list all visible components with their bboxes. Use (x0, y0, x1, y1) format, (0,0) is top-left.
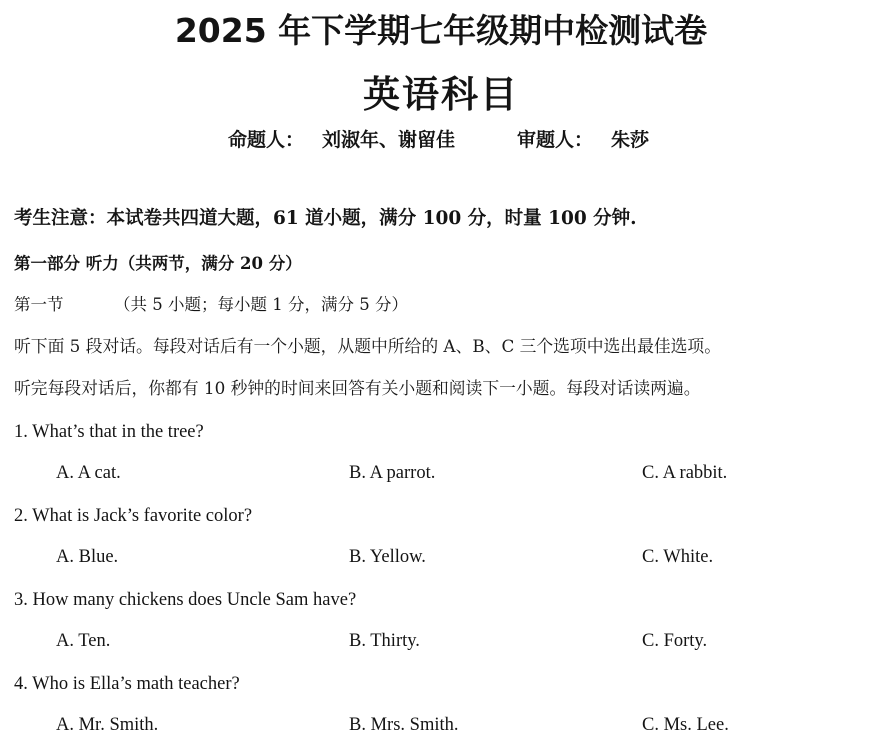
instruction-line: 听下面 5 段对话。每段对话后有一个小题，从题中所给的 A、B、C 三个选项中选出最佳选项。 (14, 336, 721, 356)
option-a: A. Blue. (56, 547, 119, 567)
question-stem: 1. What’s that in the tree? (14, 422, 204, 442)
question-stem: 4. Who is Ella’s math teacher? (14, 674, 240, 694)
setter-names: 刘淑年、谢留佳 (322, 129, 456, 151)
reviewer-name: 朱莎 (611, 129, 650, 151)
instruction-line: 听完每段对话后，你都有 10 秒钟的时间来回答有关小题和阅读下一小题。每段对话读两遍。 (14, 378, 701, 398)
question-stem: 3. How many chickens does Uncle Sam have? (14, 590, 357, 610)
option-b: B. Yellow. (349, 547, 426, 567)
option-a: A. Mr. Smith. (56, 715, 159, 735)
option-b: B. Thirty. (349, 631, 420, 651)
section-heading (14, 290, 408, 320)
authors-line (228, 124, 649, 156)
exam-notice: 考生注意：本试卷共四道大题，61 道小题，满分 100 分，时量 100 分钟. (14, 208, 637, 229)
option-a: A. A cat. (56, 463, 121, 483)
reviewer-label: 审题人： (517, 129, 594, 151)
subject-title: 英语科目 (363, 73, 519, 116)
option-a: A. Ten. (56, 631, 111, 651)
part-heading: 第一部分 听力（共两节，满分 20 分） (14, 254, 302, 273)
section-title: 第一节 (14, 295, 64, 314)
exam-title: 2025 年下学期七年级期中检测试卷 (174, 11, 708, 50)
option-b: B. Mrs. Smith. (349, 715, 459, 735)
setter-label: 命题人： (228, 129, 305, 151)
option-c: C. White. (642, 547, 714, 567)
section-info: （共 5 小题；每小题 1 分，满分 5 分） (114, 295, 408, 314)
option-c: C. Forty. (642, 631, 708, 651)
option-b: B. A parrot. (349, 463, 436, 483)
option-c: C. Ms. Lee. (642, 715, 729, 735)
option-c: C. A rabbit. (642, 463, 728, 483)
question-stem: 2. What is Jack’s favorite color? (14, 506, 253, 526)
